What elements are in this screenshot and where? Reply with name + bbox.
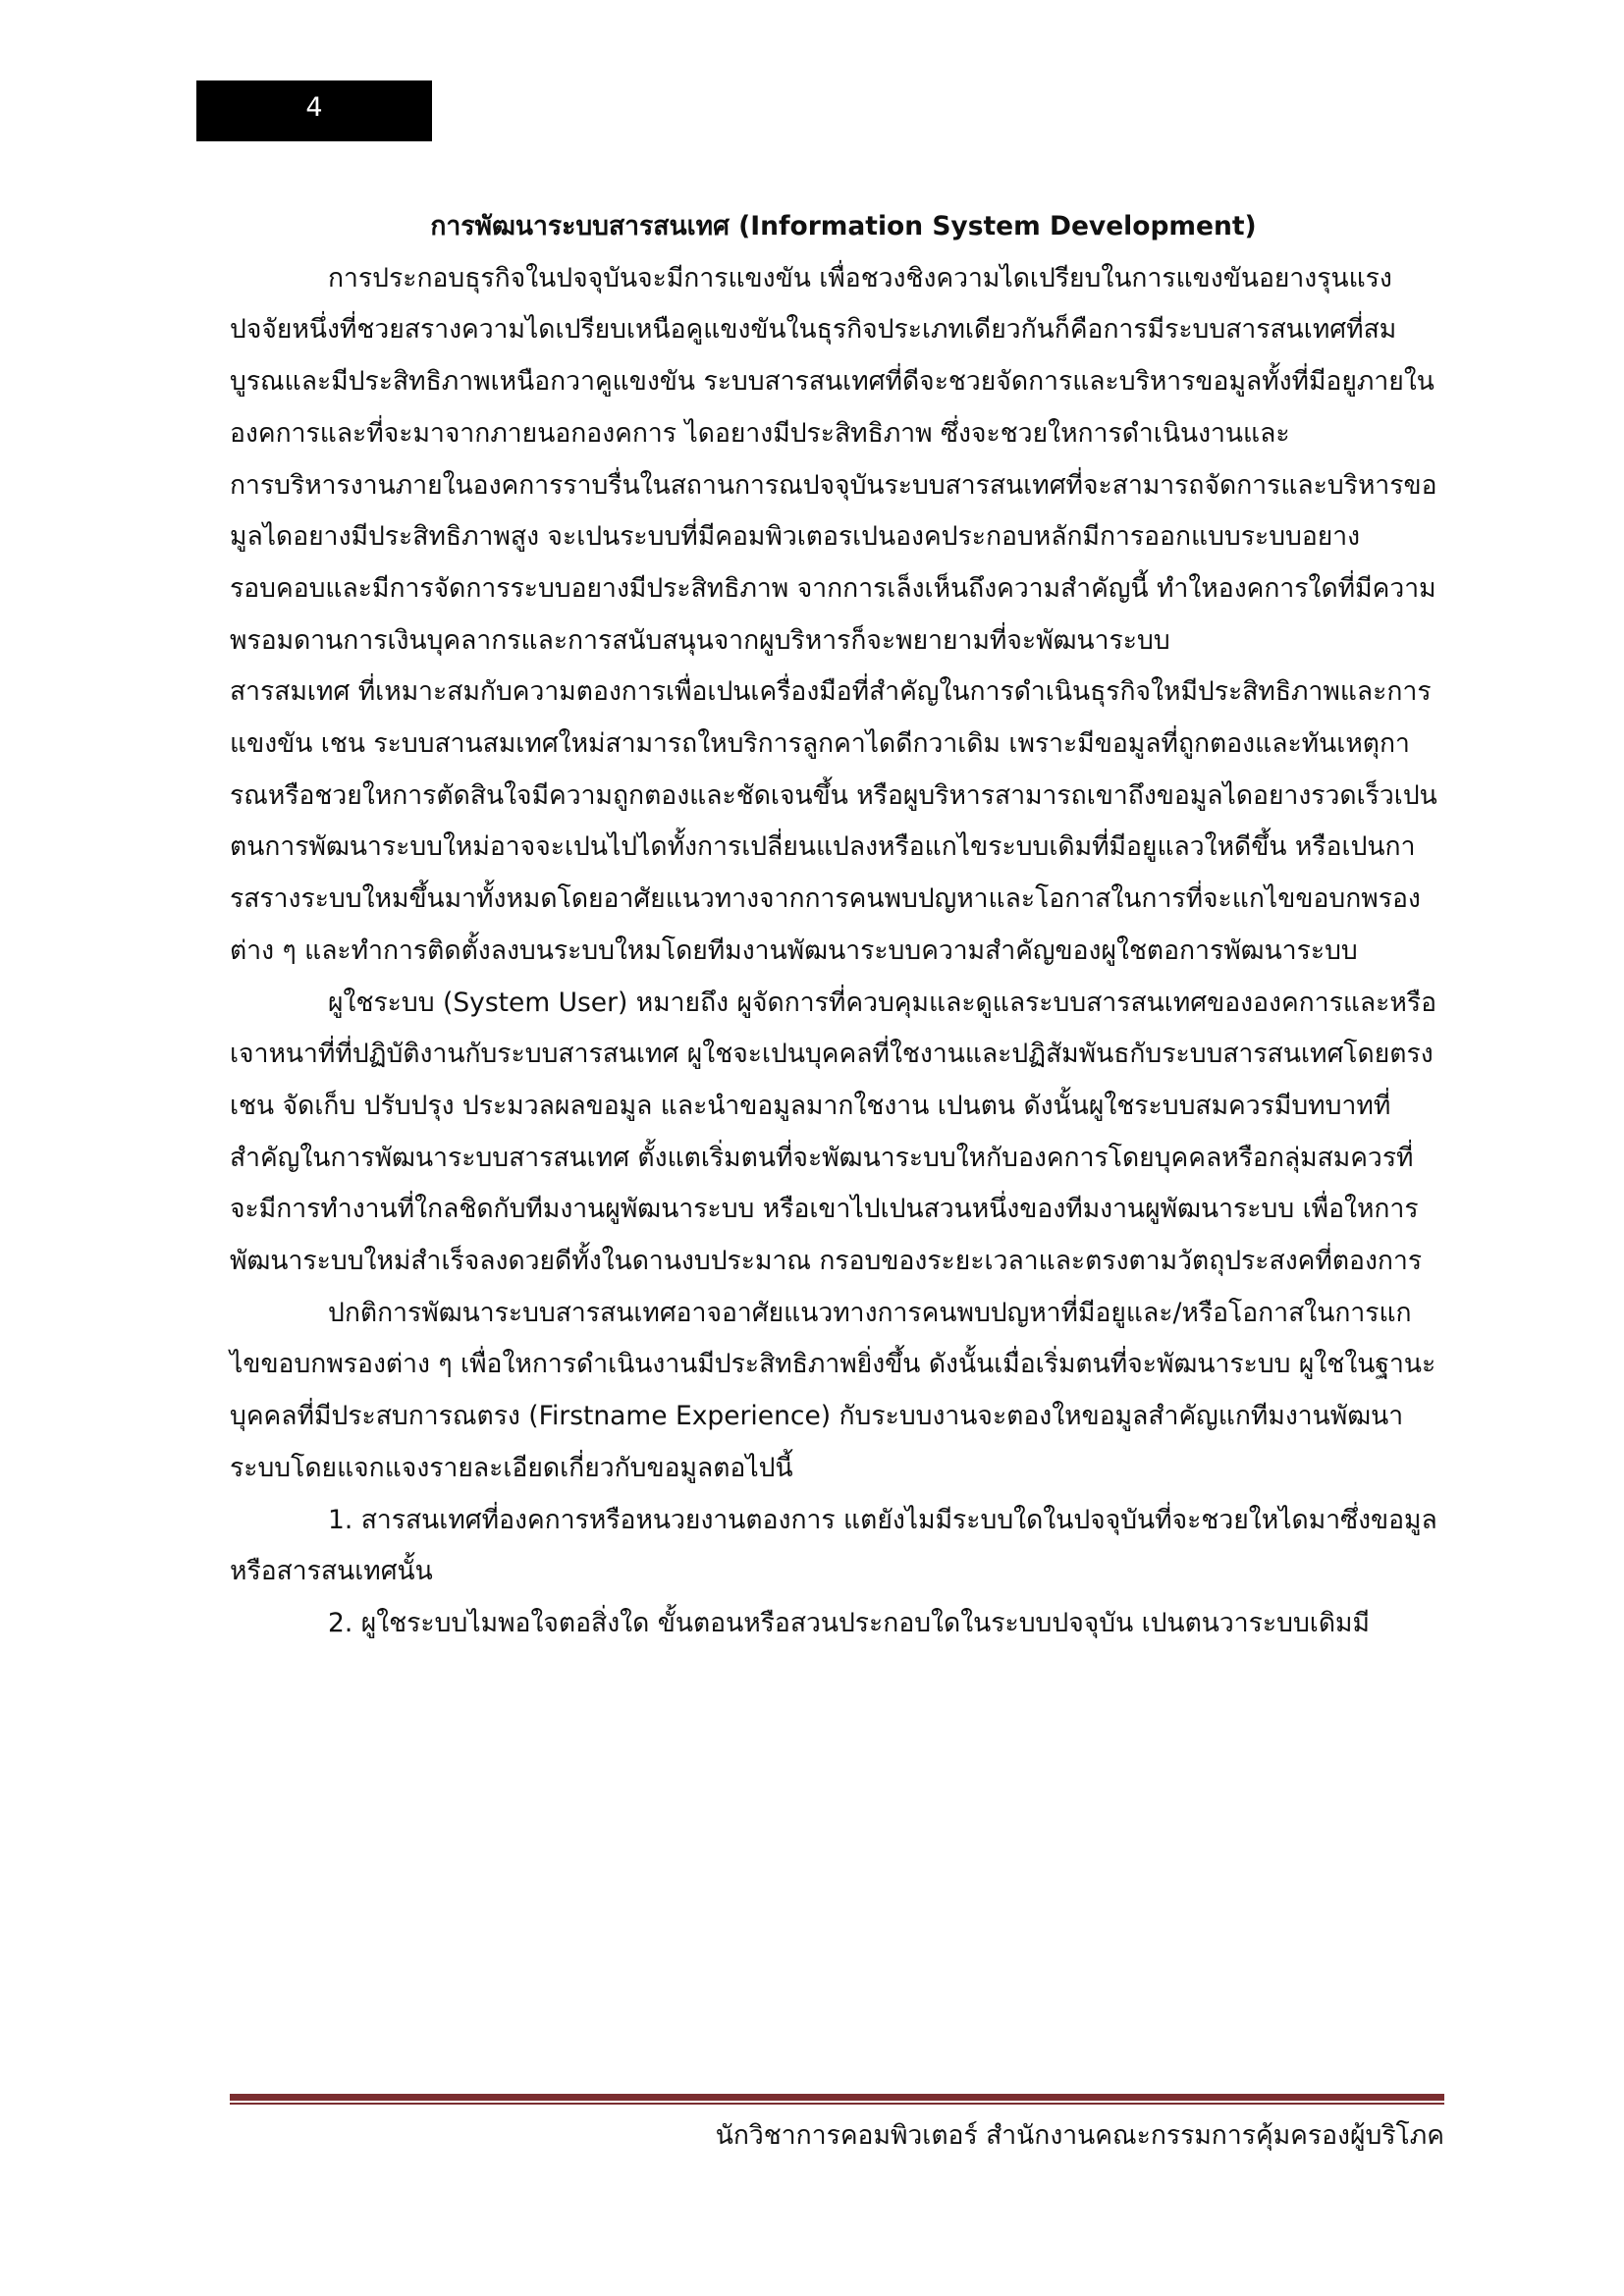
footer-text: นักวิชาการคอมพิวเตอร์ สำนักงานคณะกรรมการคุ้มครองผู้บริโภค xyxy=(715,2120,1444,2151)
list-item-2: 2. ผูใชระบบไมพอใจตอสิ่งใด ขั้นตอนหรือสวนประกอบใดในระบบปจจุบัน เปนตนวาระบบเดิมมี xyxy=(328,1607,1370,1638)
paragraph-2: การบริหารงานภายในองคการราบรื่นในสถานการณปจจุบันระบบสารสนเทศที่จะสามารถจัดการและบริหารขอมูลไดอยางมีประสิทธิภาพสูง จะเปนระบบที่มีคอมพิวเตอรเปนองคประกอบหลักมีการออกแบบระบบอยางรอบคอบและมีการจัดการระบบอยางมีประสิทธิภาพ จากการเล็งเห็นถึงความสําคัญนี้ ทําใหองคการใดที่มีความพรอมดานการเงินบุคลากรและการสนับสนุนจากผูบริหารก็จะพยายามที่จะพัฒนาระบบ xyxy=(230,469,1437,656)
page-number: 4 xyxy=(305,92,323,123)
footer-rule-thin xyxy=(230,2103,1444,2105)
paragraph-4: ผูใชระบบ (System User) หมายถึง ผูจัดการที่ควบคุมและดูแลระบบสารสนเทศขององคการและหรือเจาหนาที่ที่ปฏิบัติงานกับระบบสารสนเทศ ผูใชจะเปนบุคคลที่ใชงานและปฏิสัมพันธกับระบบสารสนเทศโดยตรง เชน จัดเก็บ ปรับปรุง ประมวลผลขอมูล และนําขอมูลมากใชงาน เปนตน ดังนั้นผูใชระบบสมควรมีบทบาทที่สําคัญในการพัฒนาระบบสารสนเทศ ตั้งแตเริ่มตนที่จะพัฒนาระบบใหกับองคการโดยบุคคลหรือกลุ่มสมควรที่จะมีการทํางานที่ใกลชิดกับทีมงานผูพัฒนาระบบ หรือเขาไปเปนสวนหนึ่งของทีมงานผูพัฒนาระบบ เพื่อใหการพัฒนาระบบใหม่สําเร็จลงดวยดีทั้งในดานงบประมาณ กรอบของระยะเวลาและตรงตามวัตถุประสงคที่ตองการ xyxy=(230,987,1436,1277)
document-body xyxy=(230,201,1437,1650)
footer-rule xyxy=(230,2094,1444,2101)
paragraph-3: สารสมเทศ ที่เหมาะสมกับความตองการเพื่อเปนเครื่องมือที่สําคัญในการดําเนินธุรกิจใหมีประสิทธิภาพและการแขงขัน เชน ระบบสานสมเทศใหม่สามารถใหบริการลูกคาไดดีกวาเดิม เพราะมีขอมูลที่ถูกตองและทันเหตุการณหรือชวยใหการตัดสินใจมีความถูกตองและชัดเจนขึ้น หรือผูบริหารสามารถเขาถึงขอมูลไดอยางรวดเร็วเปนตนการพัฒนาระบบใหม่อาจจะเปนไปไดทั้งการเปลี่ยนแปลงหรือแกไขระบบเดิมที่มีอยูแลวใหดีขึ้น หรือเปนการสรางระบบใหมขึ้นมาทั้งหมดโดยอาศัยแนวทางจากการคนพบปญหาและโอกาสในการที่จะแกไขขอบกพรองต่าง ๆ และทําการติดตั้งลงบนระบบใหมโดยทีมงานพัฒนาระบบความสําคัญของผูใชตอการพัฒนาระบบ xyxy=(230,676,1437,966)
paragraph-1: การประกอบธุรกิจในปจจุบันจะมีการแขงขัน เพื่อชวงชิงความไดเปรียบในการแขงขันอยางรุนแรง ปจจัยหนึ่งที่ชวยสรางความไดเปรียบเหนือคูแขงขันในธุรกิจประเภทเดียวกันก็คือการมีระบบสารสนเทศที่สมบูรณและมีประสิทธิภาพเหนือกวาคูแขงขัน ระบบสารสนเทศที่ดีจะชวยจัดการและบริหารขอมูลทั้งที่มีอยูภายในองคการและที่จะมาจากภายนอกองคการ ไดอยางมีประสิทธิภาพ ซึ่งจะชวยใหการดําเนินงานและ xyxy=(230,262,1435,449)
list-item-1: 1. สารสนเทศที่องคการหรือหนวยงานตองการ แตยังไมมีระบบใดในปจจุบันที่จะชวยใหไดมาซึ่งขอมูลหรือสารสนเทศนั้น xyxy=(230,1504,1437,1587)
page-number-box xyxy=(196,80,432,141)
document-title: การพัฒนาระบบสารสนเทศ (Information System Development) xyxy=(430,211,1257,241)
paragraph-5: ปกติการพัฒนาระบบสารสนเทศอาจอาศัยแนวทางการคนพบปญหาที่มีอยูและ/หรือโอกาสในการแกไขขอบกพรองต่าง ๆ เพื่อใหการดําเนินงานมีประสิทธิภาพยิ่งขึ้น ดังนั้นเมื่อเริ่มตนที่จะพัฒนาระบบ ผูใชในฐานะบุคคลที่มีประสบการณตรง (Firstname Experience) กับระบบงานจะตองใหขอมูลสําคัญแกทีมงานพัฒนาระบบโดยแจกแจงรายละเอียดเกี่ยวกับขอมูลตอไปนี้ xyxy=(230,1297,1436,1483)
